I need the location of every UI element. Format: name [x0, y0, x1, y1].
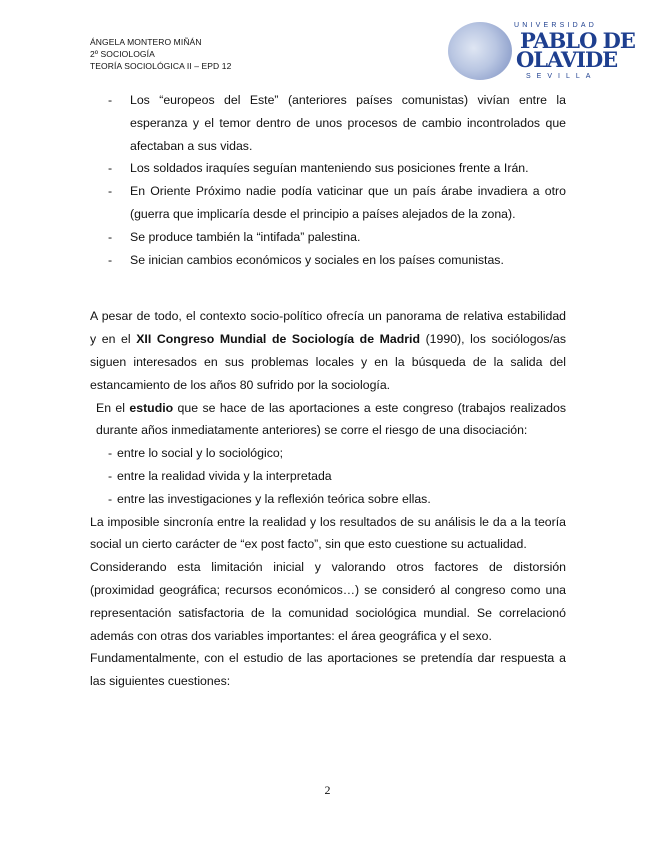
list-item: - Se produce también la “intifada” palestina.	[108, 229, 361, 244]
logo-top-text: UNIVERSIDAD	[514, 22, 598, 29]
logo-bottom-text: SEVILLA	[526, 73, 597, 80]
paragraph-context: A pesar de todo, el contexto socio-político ofrecía un panorama de relativa estabilidad y en el XII Congreso Mundial de Sociología de Madrid (1990), los sociólogos/as siguen interesados en sus problemas locales y en la búsqueda de la salida del estancamiento de los años 80 sufrido por la sociología.	[90, 309, 566, 392]
list-item: - entre la realidad vivida y la interpretada	[108, 468, 332, 483]
logo-line-1: PABLO DE	[520, 28, 635, 53]
course-name: 2º SOCIOLOGÍA	[90, 49, 155, 59]
logo-line-2: OLAVIDE	[516, 47, 618, 72]
bullet-list-events	[90, 89, 566, 271]
list-item: - En Oriente Próximo nadie podía vaticinar que un país árabe invadiera a otro (guerra que implicaría desde el principio a países alejados de la zona).	[108, 184, 566, 221]
university-logo	[448, 20, 635, 82]
list-item: - Se inician cambios económicos y sociales en los países comunistas.	[108, 252, 504, 267]
list-item: - Los “europeos del Este” (anteriores países comunistas) vivían entre la esperanza y el temor dentro de unos procesos de cambio incontrolados que afectaban a sus vidas.	[108, 93, 566, 153]
paragraph-synchrony: La imposible sincronía entre la realidad y los resultados de su análisis le da a la teoría social un cierto carácter de “ex post facto”, sin que esto cuestione su actualidad.	[90, 514, 566, 552]
document-header	[90, 36, 231, 72]
list-item: - Los soldados iraquíes seguían manteniendo sus posiciones frente a Irán.	[108, 161, 529, 176]
list-item: - entre las investigaciones y la reflexión teórica sobre ellas.	[108, 491, 431, 506]
bullet-list-dissociation	[90, 442, 566, 510]
author-name: ÁNGELA MONTERO MIÑÁN	[90, 37, 202, 47]
subject-title: TEORÍA SOCIOLÓGICA II – EPD 12	[90, 61, 232, 71]
document-body	[90, 89, 566, 693]
paragraph-questions: Fundamentalmente, con el estudio de las aportaciones se pretendía dar respuesta a las siguientes cuestiones:	[90, 651, 566, 689]
paragraph-study: En el estudio que se hace de las aportaciones a este congreso (trabajos realizados durante años inmediatamente anteriores) se corre el riesgo de una disociación:	[96, 400, 566, 438]
university-seal-icon	[448, 22, 512, 80]
page-number: 2	[324, 783, 331, 797]
list-item: - entre lo social y lo sociológico;	[108, 446, 284, 461]
paragraph-limitation: Considerando esta limitación inicial y valorando otros factores de distorsión (proximidad geográfica; recursos económicos…) se consideró al congreso como una representación satisfactoria de la comunidad sociológica mundial. Se correlacionó además con otras dos variables importantes: el área geográfica y el sexo.	[90, 560, 566, 643]
